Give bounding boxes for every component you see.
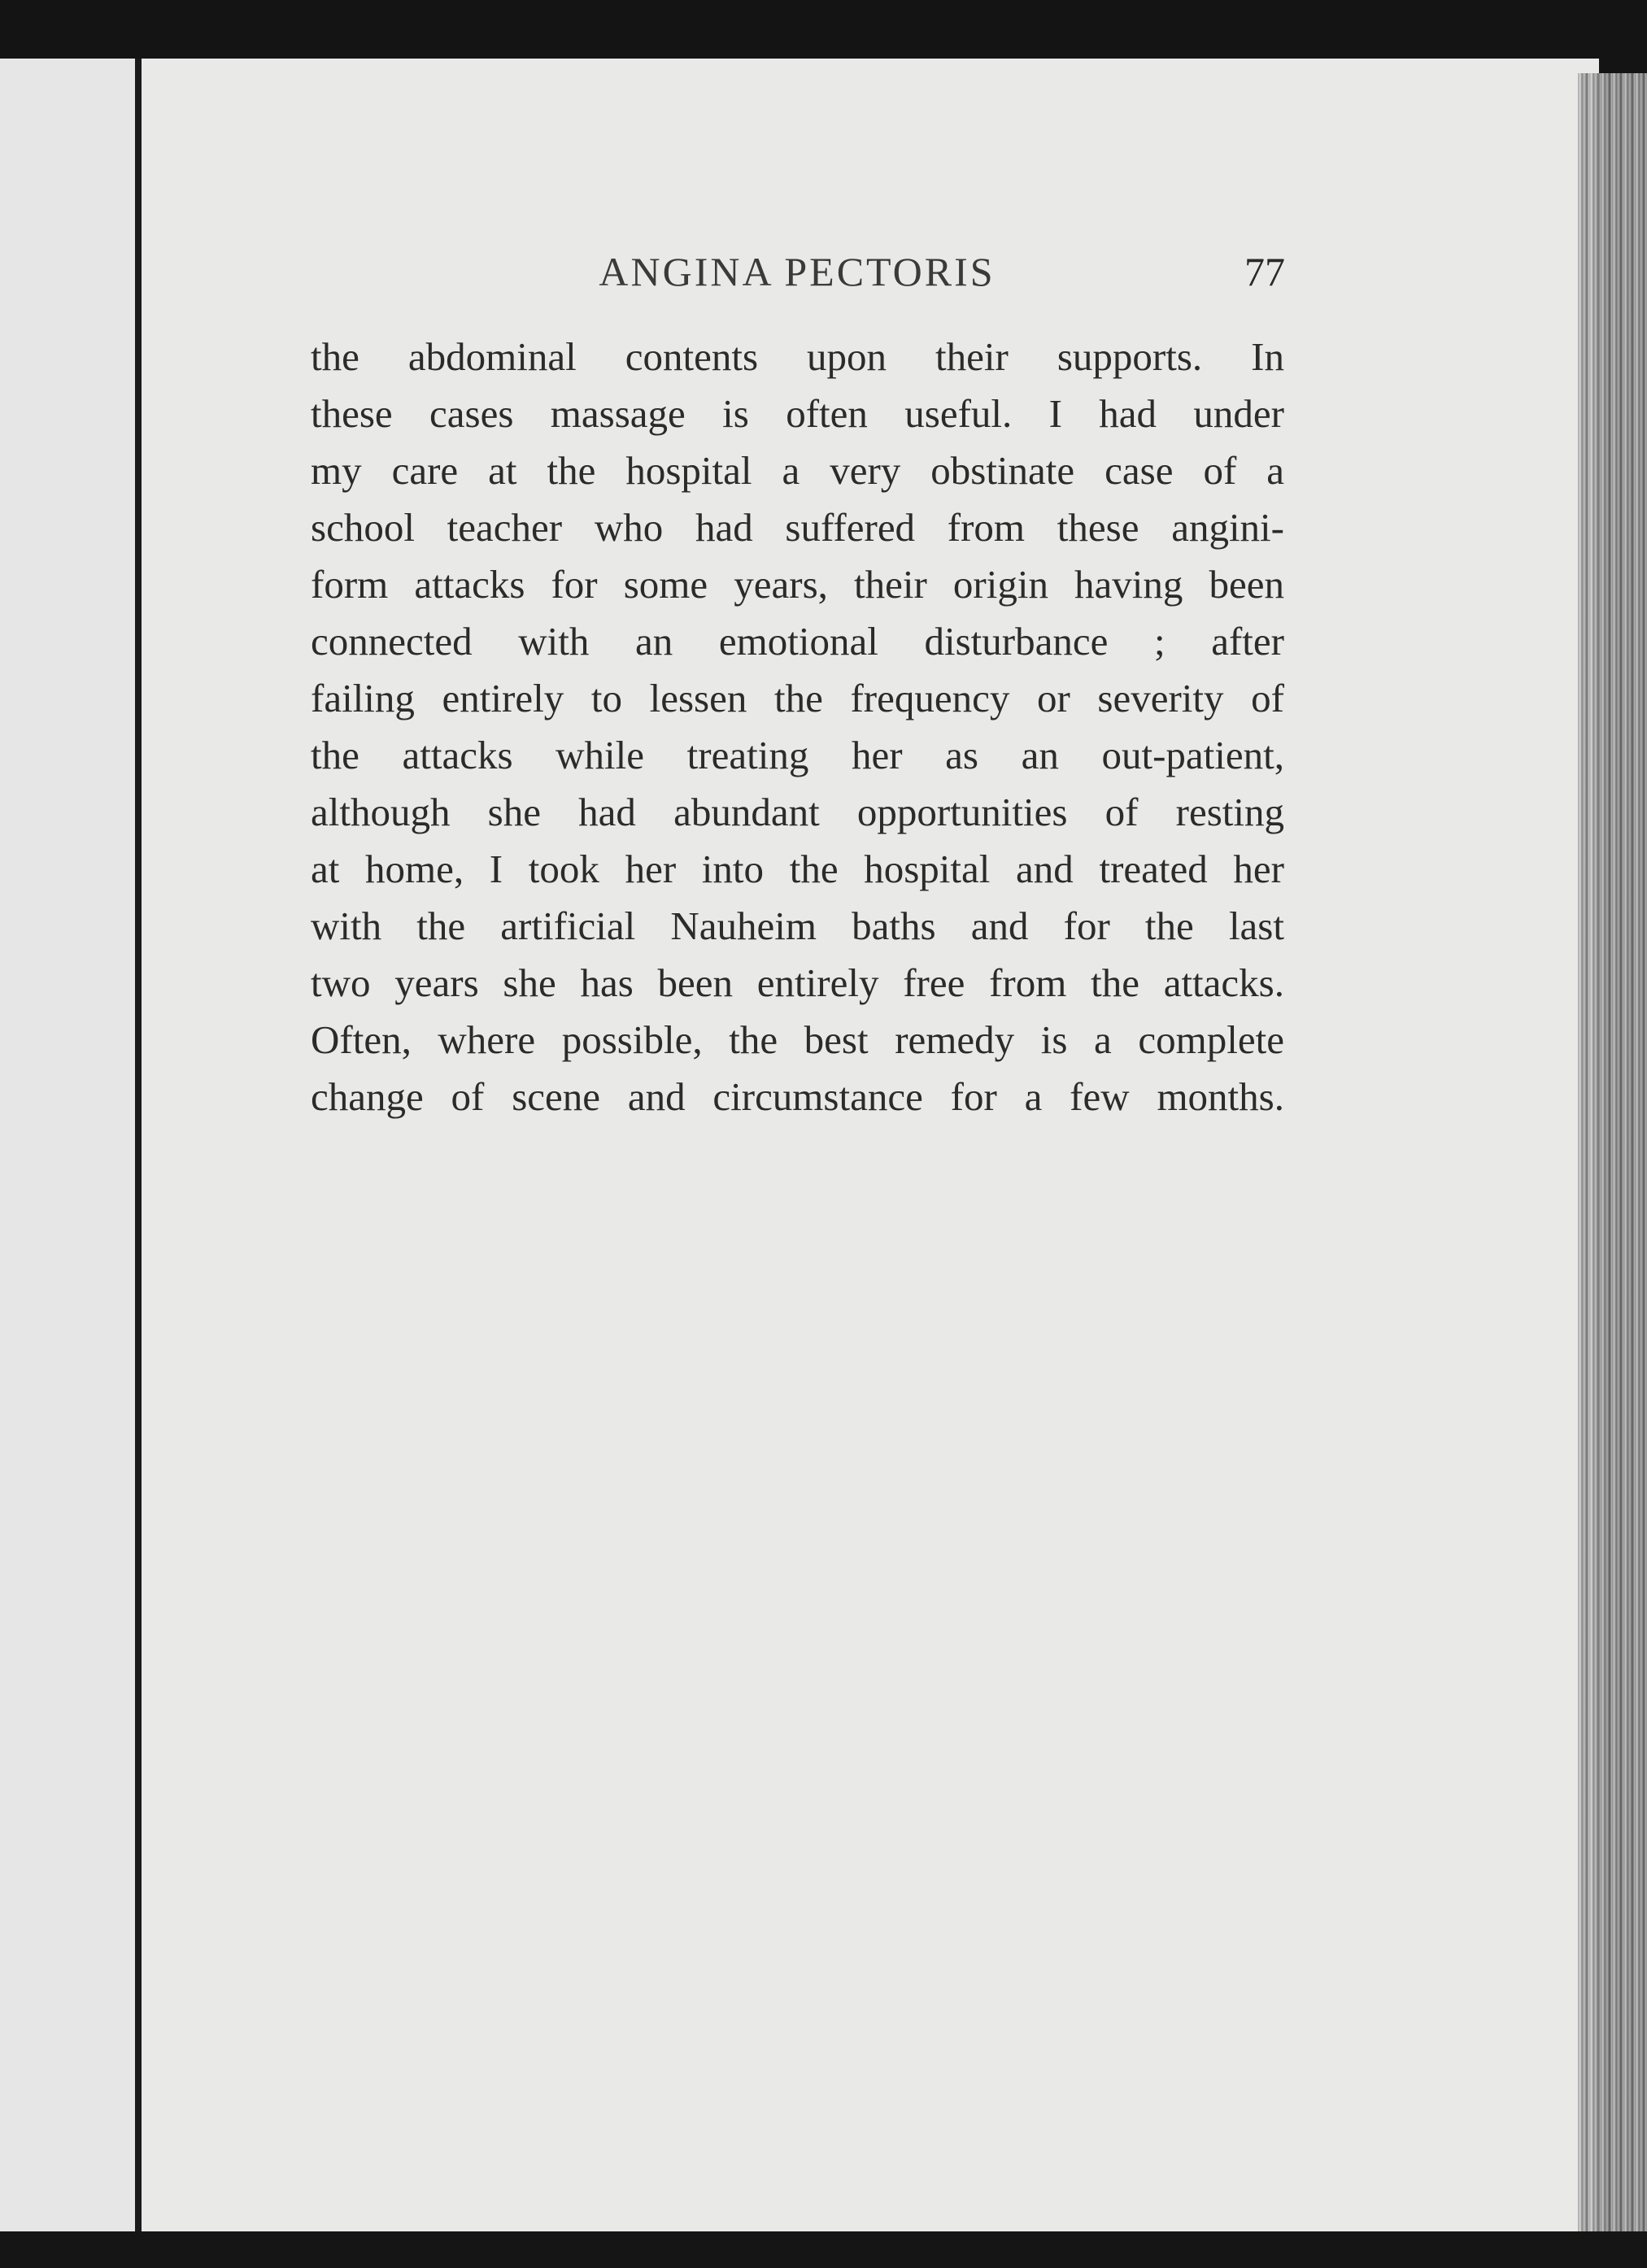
text-line: these cases massage is often useful. I had under [311, 391, 1284, 436]
text-line: form attacks for some years, their origin having been [311, 562, 1284, 607]
text-line: with the artificial Nauheim baths and for the last [311, 903, 1284, 948]
page-number: 77 [1244, 249, 1285, 294]
text-line: change of scene and circumstance for a few months. [311, 1074, 1284, 1119]
text-line: two years she has been entirely free from the attacks. [311, 960, 1284, 1005]
facing-page-edge [0, 59, 137, 2231]
running-title: ANGINA PECTORIS [599, 249, 996, 294]
text-line: school teacher who had suffered from these angini- [311, 505, 1284, 550]
text-line: failing entirely to lessen the frequency or severity of [311, 676, 1284, 720]
text-line: connected with an emotional disturbance ; after [311, 619, 1284, 664]
text-line: the abdominal contents upon their supports. In [311, 334, 1284, 379]
text-line: at home, I took her into the hospital and treated her [311, 847, 1284, 891]
text-line: the attacks while treating her as an out-patient, [311, 733, 1284, 777]
text-line: my care at the hospital a very obstinate case of a [311, 448, 1284, 493]
page-gutter-line [135, 59, 142, 2231]
text-line: Often, where possible, the best remedy is a complete [311, 1017, 1284, 1062]
page-edge-stack [1578, 73, 1647, 2244]
body-paragraph [311, 329, 1284, 1125]
scan-bottom-edge [0, 2231, 1647, 2268]
text-line: although she had abundant opportunities of resting [311, 790, 1284, 834]
